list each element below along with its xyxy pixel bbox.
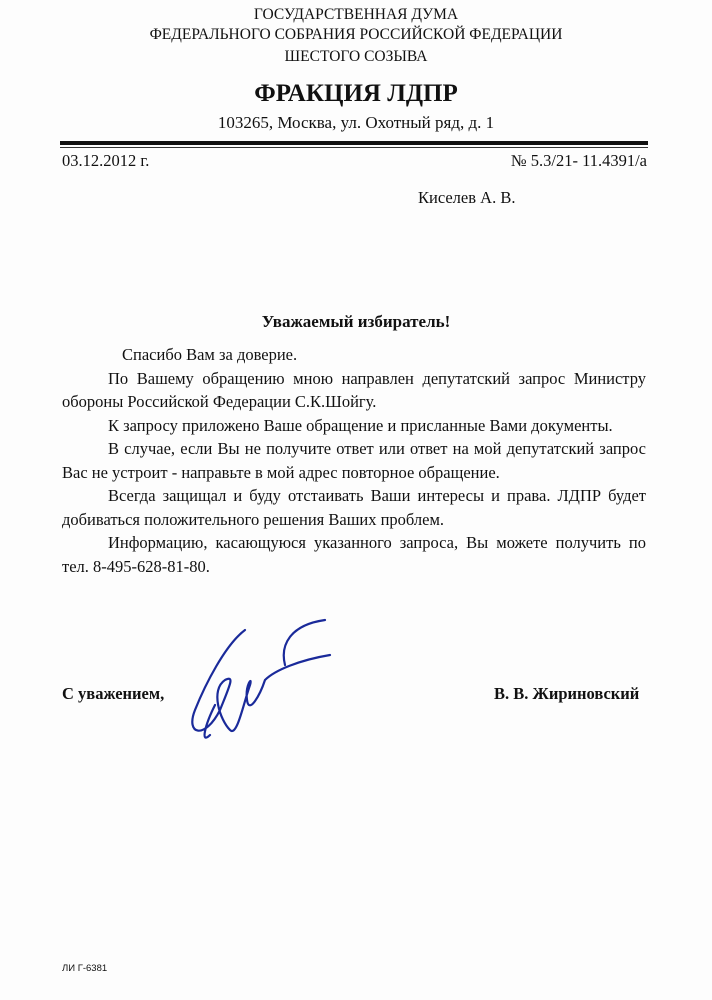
letterhead-line-3: ШЕСТОГО СОЗЫВА xyxy=(284,48,428,65)
letterhead-title: ФРАКЦИЯ ЛДПР xyxy=(254,80,458,107)
paragraph: В случае, если Вы не получите ответ или ответ на мой депутатский запрос Вас не устроит - направьте в мой адрес повторное обращение. xyxy=(62,439,646,482)
paragraph: Всегда защищал и буду отстаивать Ваши интересы и права. ЛДПР будет добиваться положительного решения Ваших проблем. xyxy=(62,486,646,529)
greeting: Уважаемый избиратель! xyxy=(261,312,451,331)
letterhead-line-1: ГОСУДАРСТВЕННАЯ ДУМА xyxy=(253,6,459,23)
signer-name: В. В. Жириновский xyxy=(494,684,640,703)
header-rule-thin xyxy=(60,147,648,148)
letter-date: 03.12.2012 г. xyxy=(62,151,150,170)
letter-body xyxy=(62,343,646,578)
paragraph: Спасибо Вам за доверие. xyxy=(122,345,298,364)
letterhead-line-2: ФЕДЕРАЛЬНОГО СОБРАНИЯ РОССИЙСКОЙ ФЕДЕРАЦИИ xyxy=(149,26,563,43)
header-rule xyxy=(60,141,648,145)
letter-number: № 5.3/21- 11.4391/а xyxy=(510,151,647,170)
recipient: Киселев А. В. xyxy=(418,188,516,207)
closing: С уважением, xyxy=(62,684,165,703)
paragraph: По Вашему обращению мною направлен депутатский запрос Министру обороны Российской Федерации С.К.Шойгу. xyxy=(62,368,646,411)
letterhead-address: 103265, Москва, ул. Охотный ряд, д. 1 xyxy=(217,113,495,132)
paragraph: Информацию, касающуюся указанного запроса, Вы можете получить по тел. 8-495-628-81-80. xyxy=(62,533,646,576)
signature xyxy=(165,615,335,755)
paragraph: К запросу приложено Ваше обращение и присланные Вами документы. xyxy=(108,415,613,435)
footer-code: ЛИ Г-6381 xyxy=(62,963,108,974)
